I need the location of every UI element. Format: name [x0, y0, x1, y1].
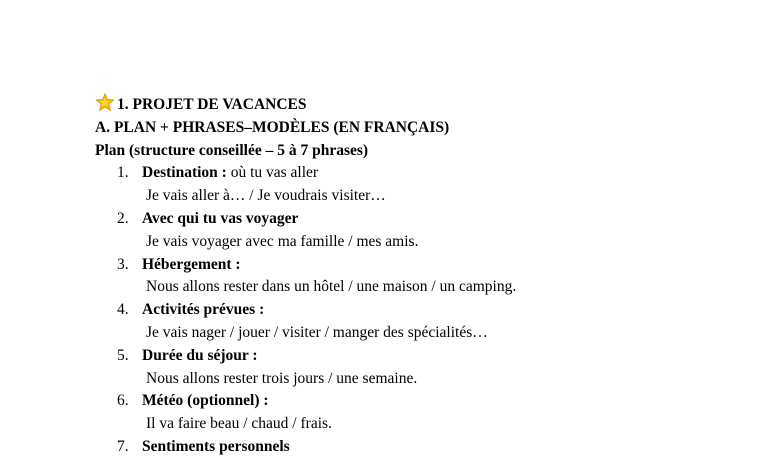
list-item [95, 436, 765, 459]
list-item-number: 3. [117, 255, 129, 273]
list-item-title: Durée du séjour : [142, 346, 258, 364]
list-item [95, 345, 765, 391]
list-item-title: Destination : [142, 164, 227, 182]
list-item-description: où tu vas aller [226, 164, 319, 182]
list-item-number: 5. [117, 346, 129, 364]
list-item-number: 1. [117, 164, 129, 182]
list-item [95, 208, 765, 254]
list-item-title: Avec qui tu vas voyager [142, 209, 299, 227]
list-item-example: Je vais aller à… / Je voudrais visiter… [146, 187, 386, 205]
list-item-number: 4. [117, 301, 129, 319]
list-item [95, 254, 765, 300]
list-item-title: Hébergement : [142, 255, 241, 273]
list-item-example: Il va faire beau / chaud / frais. [146, 415, 332, 433]
list-item-title: Activités prévues : [142, 301, 265, 319]
list-item [95, 390, 765, 436]
list-item-example: Nous allons rester trois jours / une semaine. [146, 369, 418, 387]
list-item-title: Sentiments personnels [142, 437, 290, 455]
document-title-line [95, 93, 765, 117]
star-icon-graphic [95, 93, 115, 112]
list-item-title: Météo (optionnel) : [142, 392, 269, 410]
plan-heading: Plan (structure conseillée – 5 à 7 phrases) [95, 141, 369, 159]
list-item-example: Je vais voyager avec ma famille / mes amis. [146, 232, 419, 250]
document-title: 1. PROJET DE VACANCES [117, 96, 307, 113]
list-item [95, 299, 765, 345]
list-item-example: Je vais nager / jouer / visiter / manger des spécialités… [146, 323, 488, 341]
document-content [95, 93, 765, 459]
plan-list [95, 162, 765, 458]
list-item-number: 2. [117, 209, 129, 227]
star-icon [95, 93, 115, 112]
document-subtitle: A. PLAN + PHRASES–MODÈLES (EN FRANÇAIS) [95, 118, 450, 136]
list-item [95, 162, 765, 208]
list-item-example: Nous allons rester dans un hôtel / une maison / un camping. [146, 278, 517, 296]
list-item-number: 6. [117, 392, 129, 410]
list-item-number: 7. [117, 437, 129, 455]
